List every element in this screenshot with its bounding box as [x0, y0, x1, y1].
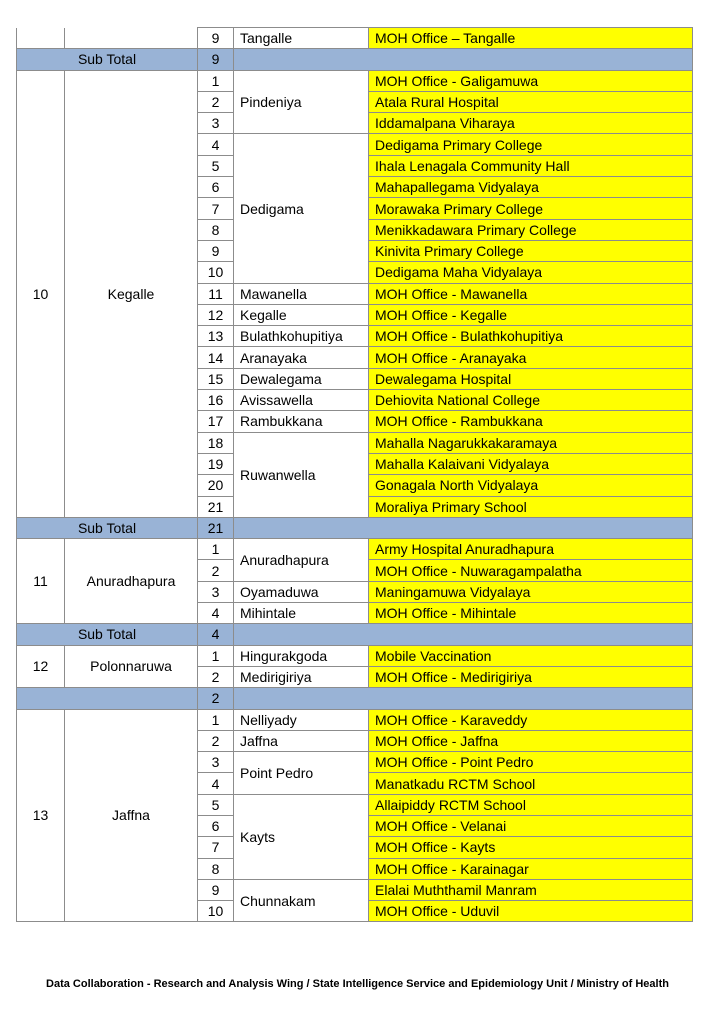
- vaccination-location-cell: Dehiovita National College: [369, 390, 693, 411]
- serial-number-cell: 12: [198, 304, 234, 325]
- subtotal-blank: [234, 49, 693, 70]
- vaccination-location-cell: MOH Office - Rambukkana: [369, 411, 693, 432]
- vaccination-location-cell: MOH Office - Mihintale: [369, 603, 693, 624]
- subtotal-row: [17, 517, 693, 538]
- vaccination-location-cell: MOH Office - Uduvil: [369, 901, 693, 922]
- district-name-cell: Kegalle: [65, 70, 198, 517]
- subtotal-count: 2: [198, 688, 234, 709]
- serial-number-cell: 6: [198, 815, 234, 836]
- vaccination-location-cell: Menikkadawara Primary College: [369, 219, 693, 240]
- table-body: [17, 28, 693, 922]
- serial-number-cell: 10: [198, 262, 234, 283]
- serial-number-cell: 20: [198, 475, 234, 496]
- vaccination-location-cell: Atala Rural Hospital: [369, 91, 693, 112]
- serial-number-cell: 1: [198, 539, 234, 560]
- serial-number-cell: 16: [198, 390, 234, 411]
- subtotal-row: [17, 624, 693, 645]
- vaccination-location-cell: MOH Office - Bulathkohupitiya: [369, 326, 693, 347]
- vaccination-location-cell: Elalai Muththamil Manram: [369, 879, 693, 900]
- serial-number-cell: 4: [198, 134, 234, 155]
- table-row: [17, 539, 693, 560]
- moh-area-cell: Pindeniya: [234, 70, 369, 134]
- vaccination-location-cell: Mahapallegama Vidyalaya: [369, 177, 693, 198]
- serial-number-cell: 1: [198, 70, 234, 91]
- vaccination-location-cell: MOH Office - Galigamuwa: [369, 70, 693, 91]
- table-row: [17, 70, 693, 91]
- serial-number-cell: 10: [198, 901, 234, 922]
- serial-number-cell: 18: [198, 432, 234, 453]
- subtotal-blank: [234, 624, 693, 645]
- serial-number-cell: 21: [198, 496, 234, 517]
- vaccination-location-cell: Mahalla Kalaivani Vidyalaya: [369, 453, 693, 474]
- serial-number-cell: 3: [198, 113, 234, 134]
- vaccination-location-cell: MOH Office - Velanai: [369, 815, 693, 836]
- moh-area-cell: Anuradhapura: [234, 539, 369, 582]
- vaccination-location-cell: Dedigama Primary College: [369, 134, 693, 155]
- moh-area-cell: Kegalle: [234, 304, 369, 325]
- moh-area-cell: Ruwanwella: [234, 432, 369, 517]
- district-number-cell: 13: [17, 709, 65, 922]
- serial-number-cell: 2: [198, 666, 234, 687]
- vaccination-location-cell: Maningamuwa Vidyalaya: [369, 581, 693, 602]
- vaccination-location-cell: MOH Office - Nuwaragampalatha: [369, 560, 693, 581]
- moh-area-cell: Dedigama: [234, 134, 369, 283]
- vaccination-location-cell: Manatkadu RCTM School: [369, 773, 693, 794]
- vaccination-location-cell: MOH Office - Karaveddy: [369, 709, 693, 730]
- moh-area-cell: Dewalegama: [234, 368, 369, 389]
- serial-number-cell: 11: [198, 283, 234, 304]
- vaccination-location-cell: Army Hospital Anuradhapura: [369, 539, 693, 560]
- vaccination-location-cell: MOH Office – Tangalle: [369, 28, 693, 49]
- moh-area-cell: Jaffna: [234, 730, 369, 751]
- serial-number-cell: 5: [198, 155, 234, 176]
- vaccination-location-cell: MOH Office - Aranayaka: [369, 347, 693, 368]
- moh-area-cell: Nelliyady: [234, 709, 369, 730]
- subtotal-label: Sub Total: [17, 624, 198, 645]
- serial-number-cell: 17: [198, 411, 234, 432]
- serial-number-cell: 5: [198, 794, 234, 815]
- vaccination-location-cell: Kinivita Primary College: [369, 240, 693, 261]
- vaccination-location-cell: MOH Office - Karainagar: [369, 858, 693, 879]
- subtotal-label: [17, 688, 198, 709]
- district-number-cell: 11: [17, 539, 65, 624]
- serial-number-cell: 2: [198, 91, 234, 112]
- district-name-cell: [65, 28, 198, 49]
- serial-number-cell: 3: [198, 752, 234, 773]
- moh-area-cell: Point Pedro: [234, 752, 369, 795]
- serial-number-cell: 3: [198, 581, 234, 602]
- serial-number-cell: 6: [198, 177, 234, 198]
- moh-area-cell: Avissawella: [234, 390, 369, 411]
- serial-number-cell: 9: [198, 240, 234, 261]
- serial-number-cell: 2: [198, 560, 234, 581]
- moh-area-cell: Chunnakam: [234, 879, 369, 922]
- vaccination-location-cell: MOH Office - Medirigiriya: [369, 666, 693, 687]
- serial-number-cell: 1: [198, 709, 234, 730]
- moh-area-cell: Mihintale: [234, 603, 369, 624]
- subtotal-row: [17, 688, 693, 709]
- vaccination-location-cell: Ihala Lenagala Community Hall: [369, 155, 693, 176]
- subtotal-blank: [234, 688, 693, 709]
- vaccination-location-cell: Allaipiddy RCTM School: [369, 794, 693, 815]
- subtotal-count: 9: [198, 49, 234, 70]
- serial-number-cell: 13: [198, 326, 234, 347]
- vaccination-location-cell: MOH Office - Point Pedro: [369, 752, 693, 773]
- moh-area-cell: Kayts: [234, 794, 369, 879]
- table-row: [17, 645, 693, 666]
- moh-area-cell: Rambukkana: [234, 411, 369, 432]
- serial-number-cell: 4: [198, 603, 234, 624]
- serial-number-cell: 9: [198, 879, 234, 900]
- serial-number-cell: 19: [198, 453, 234, 474]
- district-name-cell: Anuradhapura: [65, 539, 198, 624]
- district-number-cell: 10: [17, 70, 65, 517]
- table-row: [17, 709, 693, 730]
- vaccination-location-cell: MOH Office - Kayts: [369, 837, 693, 858]
- serial-number-cell: 8: [198, 858, 234, 879]
- subtotal-row: [17, 49, 693, 70]
- serial-number-cell: 7: [198, 837, 234, 858]
- vaccination-location-cell: Morawaka Primary College: [369, 198, 693, 219]
- moh-area-cell: Medirigiriya: [234, 666, 369, 687]
- moh-area-cell: Bulathkohupitiya: [234, 326, 369, 347]
- vaccination-location-cell: Gonagala North Vidyalaya: [369, 475, 693, 496]
- subtotal-label: Sub Total: [17, 517, 198, 538]
- subtotal-count: 4: [198, 624, 234, 645]
- moh-area-cell: Aranayaka: [234, 347, 369, 368]
- district-number-cell: 12: [17, 645, 65, 688]
- vaccination-location-cell: Moraliya Primary School: [369, 496, 693, 517]
- vaccination-location-cell: Dedigama Maha Vidyalaya: [369, 262, 693, 283]
- vaccination-location-cell: MOH Office - Mawanella: [369, 283, 693, 304]
- subtotal-blank: [234, 517, 693, 538]
- district-name-cell: Jaffna: [65, 709, 198, 922]
- serial-number-cell: 14: [198, 347, 234, 368]
- serial-number-cell: 7: [198, 198, 234, 219]
- moh-area-cell: Hingurakgoda: [234, 645, 369, 666]
- table-row: [17, 28, 693, 49]
- serial-number-cell: 8: [198, 219, 234, 240]
- vaccination-location-cell: Dewalegama Hospital: [369, 368, 693, 389]
- subtotal-label: Sub Total: [17, 49, 198, 70]
- serial-number-cell: 15: [198, 368, 234, 389]
- vaccination-location-cell: MOH Office - Jaffna: [369, 730, 693, 751]
- district-number-cell: [17, 28, 65, 49]
- moh-area-cell: Oyamaduwa: [234, 581, 369, 602]
- serial-number-cell: 2: [198, 730, 234, 751]
- vaccination-location-cell: Iddamalpana Viharaya: [369, 113, 693, 134]
- serial-number-cell: 9: [198, 28, 234, 49]
- footer-credit: Data Collaboration - Research and Analysis Wing / State Intelligence Service and Epidemiology Unit / Ministry of Health: [46, 978, 669, 990]
- vaccination-centres-table: [16, 27, 693, 922]
- vaccination-location-cell: Mobile Vaccination: [369, 645, 693, 666]
- serial-number-cell: 4: [198, 773, 234, 794]
- subtotal-count: 21: [198, 517, 234, 538]
- moh-area-cell: Tangalle: [234, 28, 369, 49]
- serial-number-cell: 1: [198, 645, 234, 666]
- vaccination-location-cell: Mahalla Nagarukkakaramaya: [369, 432, 693, 453]
- vaccination-location-cell: MOH Office - Kegalle: [369, 304, 693, 325]
- moh-area-cell: Mawanella: [234, 283, 369, 304]
- district-name-cell: Polonnaruwa: [65, 645, 198, 688]
